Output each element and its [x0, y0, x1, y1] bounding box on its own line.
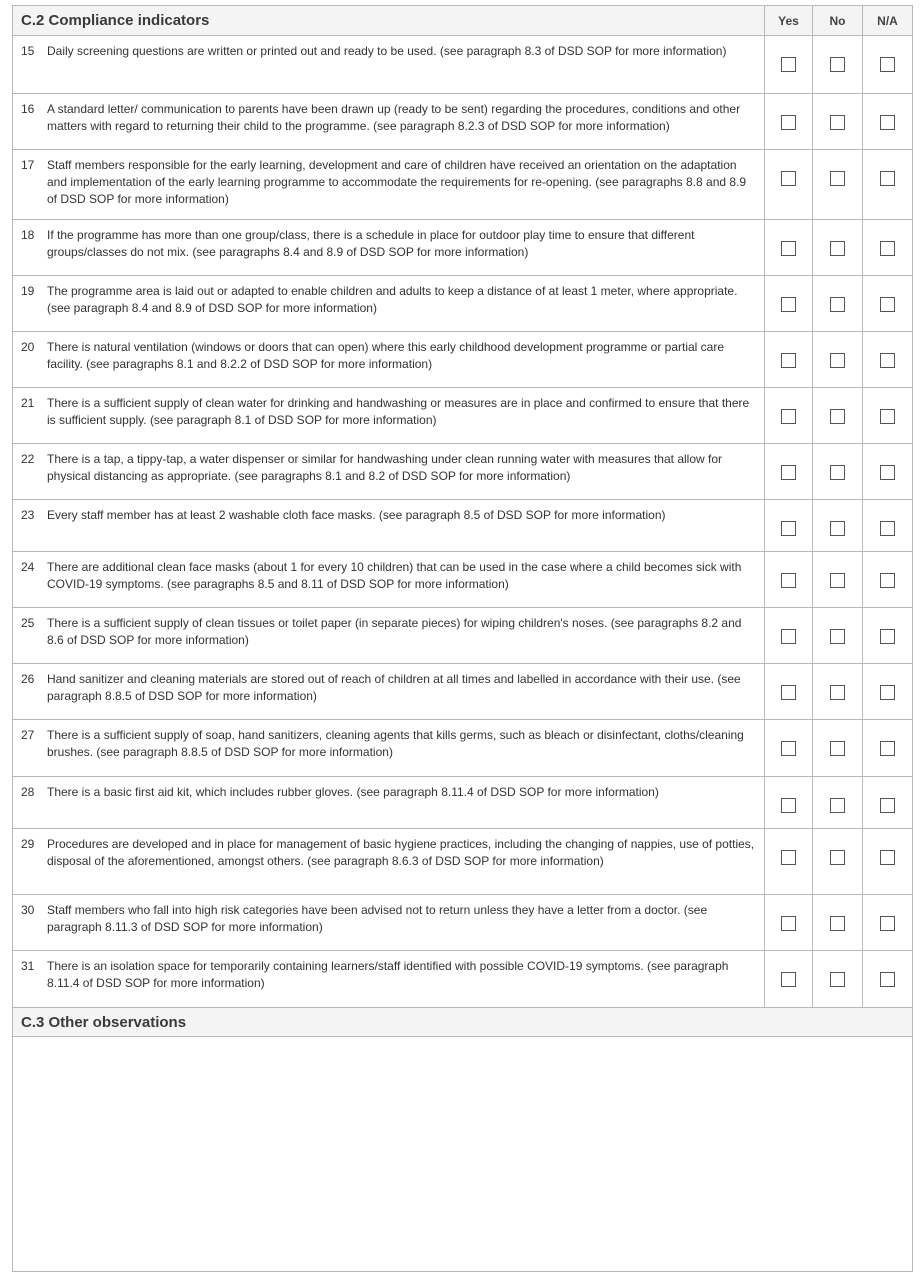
yes-checkbox[interactable]	[781, 297, 796, 312]
question-content	[13, 388, 764, 429]
yes-checkbox[interactable]	[781, 850, 796, 865]
no-checkbox[interactable]	[830, 850, 845, 865]
question-text: Staff members responsible for the early learning, development and care of children have received an orientation on the adaptation and implementation of the early learning programme to accommodate the requirements for re-opening. (see paragraphs 8.8 and 8.9 of DSD SOP for more information)	[47, 158, 747, 206]
na-checkbox[interactable]	[880, 741, 895, 756]
na-checkbox[interactable]	[880, 241, 895, 256]
question-row	[13, 36, 913, 94]
question-text: If the programme has more than one group/class, there is a schedule in place for outdoor play time to ensure that different groups/classes do not mix. (see paragraphs 8.4 and 8.9 of DSD SOP for more information)	[47, 228, 695, 259]
question-row	[13, 388, 913, 444]
answer-cell-yes	[765, 720, 813, 777]
question-content	[13, 720, 764, 761]
other-observations-field[interactable]	[13, 1037, 913, 1272]
answer-cell-no	[813, 829, 863, 895]
answer-cell-no	[813, 720, 863, 777]
question-cell	[13, 388, 765, 444]
answer-cell-yes	[765, 332, 813, 388]
answer-cell-yes	[765, 276, 813, 332]
no-checkbox[interactable]	[830, 972, 845, 987]
answer-cell-yes	[765, 388, 813, 444]
na-checkbox[interactable]	[880, 629, 895, 644]
question-content	[13, 500, 764, 524]
yes-checkbox[interactable]	[781, 241, 796, 256]
answer-cell-no	[813, 608, 863, 664]
answer-cell-yes	[765, 220, 813, 276]
question-number: 27	[21, 728, 35, 742]
yes-checkbox[interactable]	[781, 972, 796, 987]
na-checkbox[interactable]	[880, 171, 895, 186]
question-text: The programme area is laid out or adapted to enable children and adults to keep a distance of at least 1 meter, where appropriate. (see paragraph 8.4 and 8.9 of DSD SOP for more information)	[47, 284, 738, 315]
na-checkbox[interactable]	[880, 916, 895, 931]
na-checkbox[interactable]	[880, 115, 895, 130]
question-row	[13, 777, 913, 829]
answer-cell-na	[863, 94, 913, 150]
answer-cell-na	[863, 332, 913, 388]
answer-cell-no	[813, 388, 863, 444]
question-content	[13, 36, 764, 60]
no-checkbox[interactable]	[830, 741, 845, 756]
question-number: 30	[21, 903, 35, 917]
question-content	[13, 664, 764, 705]
answer-cell-yes	[765, 951, 813, 1008]
question-cell	[13, 276, 765, 332]
no-checkbox[interactable]	[830, 465, 845, 480]
answer-cell-no	[813, 36, 863, 94]
no-checkbox[interactable]	[830, 916, 845, 931]
question-number: 18	[21, 228, 35, 242]
yes-checkbox[interactable]	[781, 629, 796, 644]
question-number: 16	[21, 102, 35, 116]
na-checkbox[interactable]	[880, 297, 895, 312]
answer-cell-yes	[765, 500, 813, 552]
answer-cell-na	[863, 664, 913, 720]
question-row	[13, 444, 913, 500]
answer-cell-yes	[765, 608, 813, 664]
question-number: 20	[21, 340, 35, 354]
question-number: 28	[21, 785, 35, 799]
answer-cell-yes	[765, 150, 813, 220]
question-row	[13, 552, 913, 608]
answer-cell-na	[863, 500, 913, 552]
question-row	[13, 220, 913, 276]
answer-cell-no	[813, 951, 863, 1008]
question-text: There are additional clean face masks (about 1 for every 10 children) that can be used in the case where a child becomes sick with COVID-19 symptoms. (see paragraphs 8.5 and 8.11 of DSD SOP for more information)	[47, 560, 742, 591]
na-checkbox[interactable]	[880, 521, 895, 536]
answer-cell-no	[813, 332, 863, 388]
question-number: 26	[21, 672, 35, 686]
answer-cell-no	[813, 664, 863, 720]
yes-checkbox[interactable]	[781, 685, 796, 700]
answer-cell-na	[863, 220, 913, 276]
no-checkbox[interactable]	[830, 57, 845, 72]
no-checkbox[interactable]	[830, 685, 845, 700]
answer-cell-yes	[765, 777, 813, 829]
answer-cell-no	[813, 150, 863, 220]
column-header-no: No	[813, 6, 863, 36]
question-cell	[13, 552, 765, 608]
question-cell	[13, 895, 765, 951]
question-text: There is natural ventilation (windows or doors that can open) where this early childhood development programme or partial care facility. (see paragraphs 8.1 and 8.2.2 of DSD SOP for more information)	[47, 340, 725, 371]
answer-cell-na	[863, 36, 913, 94]
answer-cell-no	[813, 777, 863, 829]
question-number: 19	[21, 284, 35, 298]
section-c3-header-row	[13, 1008, 913, 1037]
na-checkbox[interactable]	[880, 573, 895, 588]
answer-cell-no	[813, 895, 863, 951]
question-row	[13, 829, 913, 895]
question-text: A standard letter/ communication to parents have been drawn up (ready to be sent) regarding the procedures, conditions and other matters with regard to returning their child to the programme. (see paragraph 8.2.3 of DSD SOP for more information)	[47, 102, 741, 133]
question-cell	[13, 150, 765, 220]
question-number: 29	[21, 837, 35, 851]
question-cell	[13, 36, 765, 94]
answer-cell-na	[863, 444, 913, 500]
form-page	[12, 5, 912, 1272]
compliance-table	[12, 5, 913, 1272]
question-row	[13, 895, 913, 951]
yes-checkbox[interactable]	[781, 798, 796, 813]
answer-cell-yes	[765, 664, 813, 720]
question-text: Daily screening questions are written or printed out and ready to be used. (see paragraph 8.3 of DSD SOP for more information)	[47, 44, 727, 58]
question-row	[13, 500, 913, 552]
answer-cell-na	[863, 895, 913, 951]
answer-cell-no	[813, 276, 863, 332]
no-checkbox[interactable]	[830, 798, 845, 813]
answer-cell-na	[863, 951, 913, 1008]
yes-checkbox[interactable]	[781, 573, 796, 588]
question-cell	[13, 94, 765, 150]
yes-checkbox[interactable]	[781, 57, 796, 72]
question-text: Every staff member has at least 2 washable cloth face masks. (see paragraph 8.5 of DSD SOP for more information)	[47, 508, 666, 522]
question-row	[13, 332, 913, 388]
no-checkbox[interactable]	[830, 241, 845, 256]
no-checkbox[interactable]	[830, 115, 845, 130]
na-checkbox[interactable]	[880, 972, 895, 987]
na-checkbox[interactable]	[880, 465, 895, 480]
question-number: 31	[21, 959, 35, 973]
question-content	[13, 150, 764, 208]
question-cell	[13, 500, 765, 552]
question-text: There is a basic first aid kit, which includes rubber gloves. (see paragraph 8.11.4 of DSD SOP for more information)	[47, 785, 659, 799]
question-cell	[13, 951, 765, 1008]
yes-checkbox[interactable]	[781, 171, 796, 186]
question-number: 24	[21, 560, 35, 574]
answer-cell-no	[813, 220, 863, 276]
answer-cell-no	[813, 444, 863, 500]
yes-checkbox[interactable]	[781, 916, 796, 931]
answer-cell-yes	[765, 94, 813, 150]
no-checkbox[interactable]	[830, 629, 845, 644]
question-cell	[13, 332, 765, 388]
question-content	[13, 276, 764, 317]
answer-cell-yes	[765, 829, 813, 895]
question-number: 15	[21, 44, 35, 58]
question-row	[13, 276, 913, 332]
na-checkbox[interactable]	[880, 409, 895, 424]
answer-cell-yes	[765, 895, 813, 951]
yes-checkbox[interactable]	[781, 521, 796, 536]
question-cell	[13, 664, 765, 720]
question-content	[13, 332, 764, 373]
no-checkbox[interactable]	[830, 573, 845, 588]
no-checkbox[interactable]	[830, 521, 845, 536]
yes-checkbox[interactable]	[781, 353, 796, 368]
yes-checkbox[interactable]	[781, 115, 796, 130]
observations-row	[13, 1037, 913, 1272]
question-text: Hand sanitizer and cleaning materials are stored out of reach of children at all times and labelled in accordance with their use. (see paragraph 8.8.5 of DSD SOP for more information)	[47, 672, 741, 703]
answer-cell-yes	[765, 36, 813, 94]
na-checkbox[interactable]	[880, 353, 895, 368]
question-row	[13, 720, 913, 777]
question-cell	[13, 608, 765, 664]
na-checkbox[interactable]	[880, 798, 895, 813]
yes-checkbox[interactable]	[781, 409, 796, 424]
question-content	[13, 895, 764, 936]
question-number: 21	[21, 396, 35, 410]
question-number: 25	[21, 616, 35, 630]
question-content	[13, 94, 764, 135]
answer-cell-na	[863, 276, 913, 332]
question-content	[13, 777, 764, 801]
question-cell	[13, 220, 765, 276]
answer-cell-no	[813, 552, 863, 608]
no-checkbox[interactable]	[830, 409, 845, 424]
question-content	[13, 951, 764, 992]
no-checkbox[interactable]	[830, 297, 845, 312]
answer-cell-na	[863, 720, 913, 777]
yes-checkbox[interactable]	[781, 465, 796, 480]
column-header-na: N/A	[863, 6, 913, 36]
answer-cell-no	[813, 94, 863, 150]
question-content	[13, 444, 764, 485]
answer-cell-na	[863, 608, 913, 664]
yes-checkbox[interactable]	[781, 741, 796, 756]
question-cell	[13, 444, 765, 500]
question-number: 23	[21, 508, 35, 522]
question-row	[13, 94, 913, 150]
question-text: Procedures are developed and in place for management of basic hygiene practices, including the changing of nappies, use of potties, disposal of the aforementioned, amongst others. (see paragraph 8.6.3 of DSD SOP for more information)	[47, 837, 755, 868]
na-checkbox[interactable]	[880, 57, 895, 72]
question-text: There is a sufficient supply of clean water for drinking and handwashing or measures are in place and confirmed to ensure that there is sufficient supply. (see paragraph 8.1 of DSD SOP for more information)	[47, 396, 750, 427]
answer-cell-yes	[765, 444, 813, 500]
answer-cell-na	[863, 150, 913, 220]
questions-body	[13, 36, 913, 1008]
no-checkbox[interactable]	[830, 353, 845, 368]
question-text: There is a sufficient supply of soap, hand sanitizers, cleaning agents that kills germs, such as bleach or disinfectant, cloths/cleaning brushes. (see paragraph 8.8.5 of DSD SOP for more information)	[47, 728, 744, 759]
answer-cell-na	[863, 777, 913, 829]
question-row	[13, 608, 913, 664]
question-cell	[13, 777, 765, 829]
column-header-yes: Yes	[765, 6, 813, 36]
question-cell	[13, 720, 765, 777]
question-number: 22	[21, 452, 35, 466]
question-content	[13, 608, 764, 649]
question-text: There is a sufficient supply of clean tissues or toilet paper (in separate pieces) for wiping children's noses. (see paragraphs 8.2 and 8.6 of DSD SOP for more information)	[47, 616, 742, 647]
question-content	[13, 220, 764, 261]
question-cell	[13, 829, 765, 895]
question-number: 17	[21, 158, 35, 172]
answer-cell-yes	[765, 552, 813, 608]
question-text: There is an isolation space for temporarily containing learners/staff identified with possible COVID-19 symptoms. (see paragraph 8.11.4 of DSD SOP for more information)	[47, 959, 729, 990]
question-text: There is a tap, a tippy-tap, a water dispenser or similar for handwashing under clean running water with measures that allow for physical distancing as appropriate. (see paragraphs 8.1 and 8.2 of DSD SOP for more information)	[47, 452, 723, 483]
answer-cell-no	[813, 500, 863, 552]
question-content	[13, 552, 764, 593]
question-row	[13, 664, 913, 720]
section-c3-title: C.3 Other observations	[13, 1008, 913, 1037]
question-content	[13, 829, 764, 870]
table-header-row	[13, 6, 913, 36]
no-checkbox[interactable]	[830, 171, 845, 186]
answer-cell-na	[863, 552, 913, 608]
question-row	[13, 150, 913, 220]
answer-cell-na	[863, 829, 913, 895]
question-row	[13, 951, 913, 1008]
question-text: Staff members who fall into high risk categories have been advised not to return unless they have a letter from a doctor. (see paragraph 8.11.3 of DSD SOP for more information)	[47, 903, 708, 934]
answer-cell-na	[863, 388, 913, 444]
na-checkbox[interactable]	[880, 685, 895, 700]
na-checkbox[interactable]	[880, 850, 895, 865]
section-c2-title: C.2 Compliance indicators	[13, 6, 765, 36]
